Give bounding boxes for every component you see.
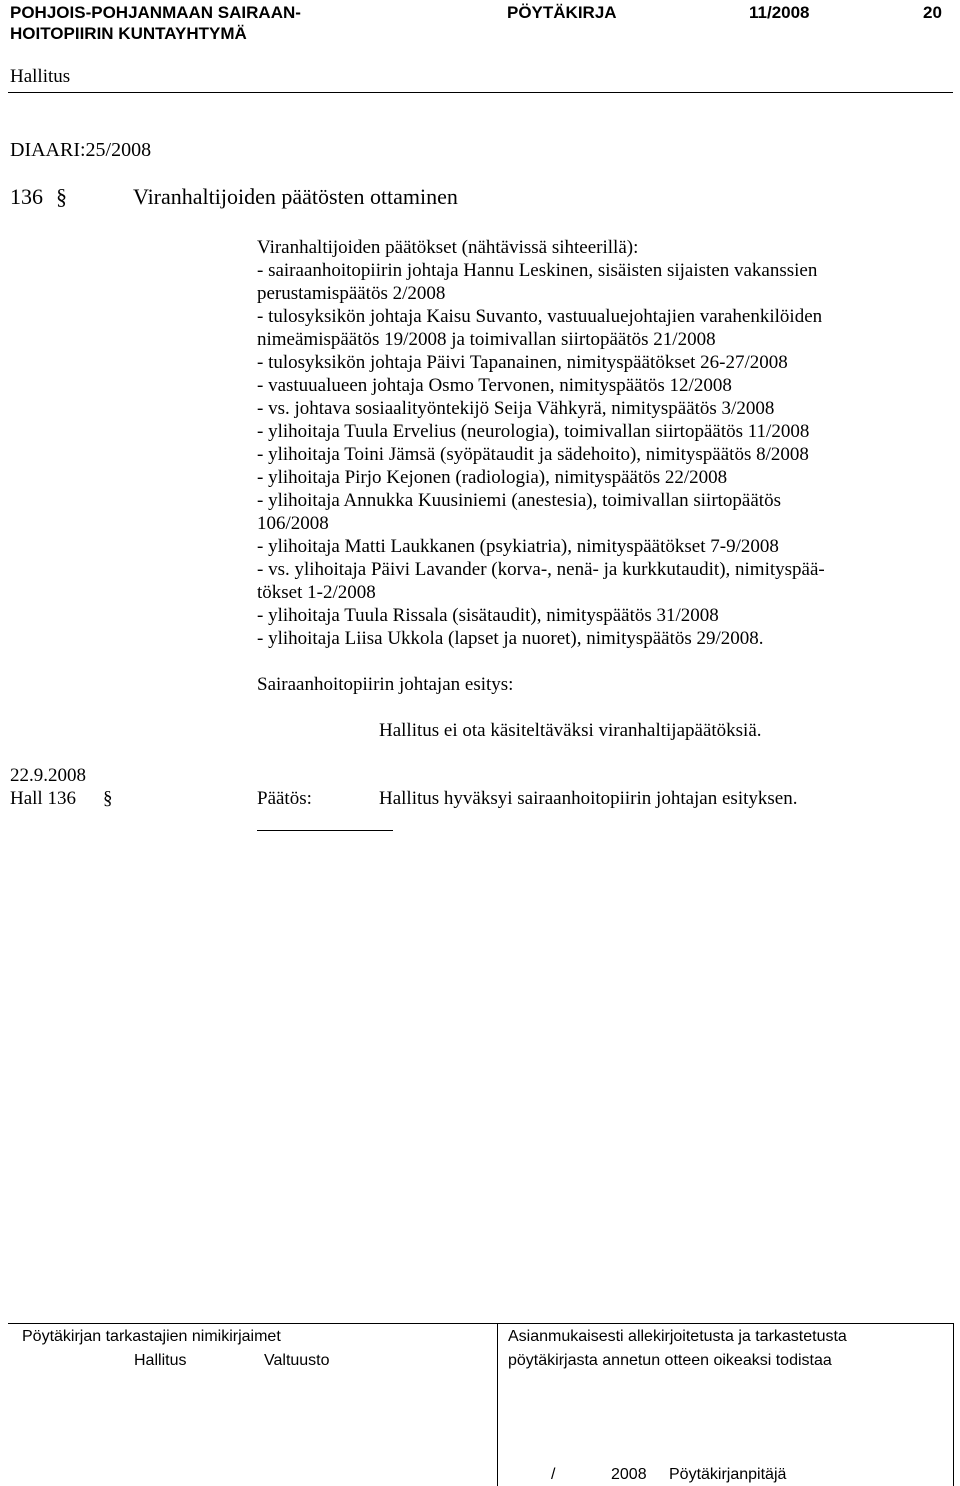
footer-year: 2008 <box>611 1466 647 1483</box>
header-rule <box>8 92 953 93</box>
decision-line: tökset 1-2/2008 <box>257 582 376 603</box>
decision-line: perustamispäätös 2/2008 <box>257 283 446 304</box>
inspector-col-hallitus: Hallitus <box>134 1352 187 1369</box>
decision-label: Päätös: <box>257 788 312 809</box>
keeper-label: Pöytäkirjanpitäjä <box>669 1466 787 1483</box>
org-name-line1: POHJOIS-POHJANMAAN SAIRAAN- <box>10 3 301 22</box>
decision-line: - ylihoitaja Pirjo Kejonen (radiologia), nimityspäätös 22/2008 <box>257 467 728 488</box>
section-number: 136 <box>10 184 43 209</box>
section-end-rule <box>257 830 393 831</box>
meeting-date: 22.9.2008 <box>10 765 86 786</box>
decision-ref: Hall 136 <box>10 788 76 809</box>
decision-line: - ylihoitaja Tuula Ervelius (neurologia), toimivallan siirtopäätös 11/2008 <box>257 421 810 442</box>
footer-divider <box>497 1323 498 1486</box>
org-name-line2: HOITOPIIRIN KUNTAYHTYMÄ <box>10 24 247 43</box>
decision-text: Hallitus hyväksyi sairaanhoitopiirin johtajan esityksen. <box>379 788 798 809</box>
decision-line: 106/2008 <box>257 513 329 534</box>
inspector-col-valtuusto: Valtuusto <box>264 1352 330 1369</box>
page-number: 20 <box>923 3 942 22</box>
body-name: Hallitus <box>10 66 71 87</box>
section-symbol: § <box>56 184 67 209</box>
inspectors-label: Pöytäkirjan tarkastajien nimikirjaimet <box>22 1328 281 1345</box>
diaari-number: DIAARI:25/2008 <box>10 139 152 161</box>
footer-top-rule <box>8 1323 953 1324</box>
footer-right-edge <box>953 1323 954 1486</box>
doc-number: 11/2008 <box>749 3 810 22</box>
certified-line2: pöytäkirjasta annetun otteen oikeaksi todistaa <box>508 1352 832 1369</box>
section-title: Viranhaltijoiden päätösten ottaminen <box>133 184 458 209</box>
decision-line: - vs. johtava sosiaalityöntekijö Seija Vähkyrä, nimityspäätös 3/2008 <box>257 398 775 419</box>
decision-line: - vs. ylihoitaja Päivi Lavander (korva-, nenä- ja kurkkutaudit), nimityspää- <box>257 559 825 580</box>
proposal-text: Hallitus ei ota käsiteltäväksi viranhaltijapäätöksiä. <box>379 720 762 741</box>
decision-line: - ylihoitaja Toini Jämsä (syöpätaudit ja sädehoito), nimityspäätös 8/2008 <box>257 444 809 465</box>
decision-line: - ylihoitaja Annukka Kuusiniemi (anestesia), toimivallan siirtopäätös <box>257 490 781 511</box>
decision-line: - vastuualueen johtaja Osmo Tervonen, nimityspäätös 12/2008 <box>257 375 732 396</box>
decision-ref-symbol: § <box>103 788 113 809</box>
decision-line: Viranhaltijoiden päätökset (nähtävissä sihteerillä): <box>257 237 639 258</box>
decision-line: - ylihoitaja Liisa Ukkola (lapset ja nuoret), nimityspäätös 29/2008. <box>257 628 764 649</box>
certified-line1: Asianmukaisesti allekirjoitetusta ja tarkastetusta <box>508 1328 847 1345</box>
decision-line: nimeämispäätös 19/2008 ja toimivallan siirtopäätös 21/2008 <box>257 329 716 350</box>
decisions-list <box>257 236 947 650</box>
doc-type: PÖYTÄKIRJA <box>507 3 617 22</box>
decision-line: - sairaanhoitopiirin johtaja Hannu Leskinen, sisäisten sijaisten vakanssien <box>257 260 818 281</box>
proposal-label: Sairaanhoitopiirin johtajan esitys: <box>257 674 514 695</box>
decision-line: - tulosyksikön johtaja Päivi Tapanainen, nimityspäätökset 26-27/2008 <box>257 352 788 373</box>
decision-line: - ylihoitaja Tuula Rissala (sisätaudit), nimityspäätös 31/2008 <box>257 605 719 626</box>
date-slash: / <box>551 1466 556 1483</box>
decision-line: - ylihoitaja Matti Laukkanen (psykiatria), nimityspäätökset 7-9/2008 <box>257 536 779 557</box>
decision-line: - tulosyksikön johtaja Kaisu Suvanto, vastuualuejohtajien varahenkilöiden <box>257 306 823 327</box>
